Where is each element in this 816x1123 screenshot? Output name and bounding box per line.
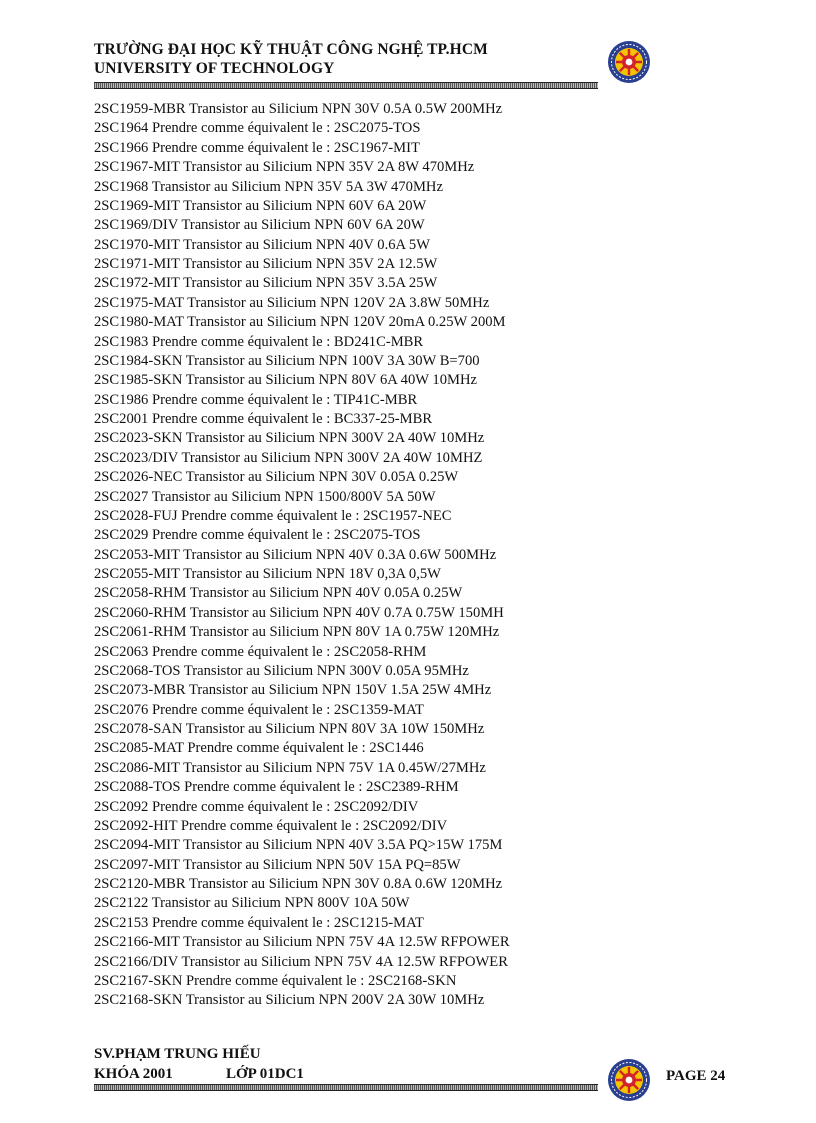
list-item: 2SC1972-MIT Transistor au Silicium NPN 35V 3.5A 25W: [94, 275, 438, 292]
list-item: 2SC2001 Prendre comme équivalent le : BC337-25-MBR: [94, 411, 433, 427]
list-item: 2SC2120-MBR Transistor au Silicium NPN 30V 0.8A 0.6W 120MHz: [94, 876, 503, 892]
list-item: 2SC1986 Prendre comme équivalent le : TIP41C-MBR: [94, 391, 418, 408]
list-item: 2SC1964 Prendre comme équivalent le : 2SC2075-TOS: [94, 120, 421, 137]
list-item: 2SC1969/DIV Transistor au Silicium NPN 60V 6A 20W: [94, 217, 425, 234]
list-item: 2SC2026-NEC Transistor au Silicium NPN 30V 0.05A 0.25W: [94, 469, 459, 486]
list-item: 2SC2097-MIT Transistor au Silicium NPN 50V 15A PQ=85W: [94, 856, 461, 873]
university-name-en: UNIVERSITY OF TECHNOLOGY: [94, 60, 335, 77]
university-seal-icon: [607, 40, 651, 84]
list-item: 2SC2023-SKN Transistor au Silicium NPN 300V 2A 40W 10MHz: [94, 430, 485, 447]
list-item: 2SC1984-SKN Transistor au Silicium NPN 100V 3A 30W B=700: [94, 352, 480, 369]
university-seal-icon: [607, 1058, 651, 1102]
list-item: 2SC2086-MIT Transistor au Silicium NPN 75V 1A 0.45W/27MHz: [94, 759, 486, 776]
list-item: 2SC1971-MIT Transistor au Silicium NPN 35V 2A 12.5W: [94, 256, 438, 272]
list-item: 2SC2060-RHM Transistor au Silicium NPN 40V 0.7A 0.75W 150MH: [94, 604, 504, 621]
footer-divider: [94, 1084, 598, 1091]
list-item: 2SC1983 Prendre comme équivalent le : BD241C-MBR: [94, 333, 424, 350]
list-item: 2SC2058-RHM Transistor au Silicium NPN 40V 0.05A 0.25W: [94, 585, 463, 602]
list-item: 2SC1966 Prendre comme équivalent le : 2SC1967-MIT: [94, 139, 420, 156]
list-item: 2SC1975-MAT Transistor au Silicium NPN 120V 2A 3.8W 50MHz: [94, 294, 490, 311]
list-item: 2SC2029 Prendre comme équivalent le : 2SC2075-TOS: [94, 527, 421, 544]
list-item: 2SC2088-TOS Prendre comme équivalent le : 2SC2389-RHM: [94, 779, 459, 796]
list-item: 2SC2028-FUJ Prendre comme équivalent le : 2SC1957-NEC: [94, 507, 452, 524]
list-item: 2SC1959-MBR Transistor au Silicium NPN 30V 0.5A 0.5W 200MHz: [94, 101, 503, 117]
list-item: 2SC1980-MAT Transistor au Silicium NPN 120V 20mA 0.25W 200M: [94, 314, 506, 331]
course-year: KHÓA 2001: [94, 1066, 173, 1082]
list-item: 2SC2055-MIT Transistor au Silicium NPN 18V 0,3A 0,5W: [94, 566, 441, 582]
list-item: 2SC2153 Prendre comme équivalent le : 2SC1215-MAT: [94, 914, 424, 931]
list-item: 2SC2061-RHM Transistor au Silicium NPN 80V 1A 0.75W 120MHz: [94, 624, 500, 641]
list-item: 2SC2063 Prendre comme équivalent le : 2SC2058-RHM: [94, 643, 427, 660]
list-item: 2SC2168-SKN Transistor au Silicium NPN 200V 2A 30W 10MHz: [94, 992, 485, 1009]
list-item: 2SC2078-SAN Transistor au Silicium NPN 80V 3A 10W 150MHz: [94, 721, 485, 737]
header-divider: [94, 82, 598, 89]
list-item: 2SC2094-MIT Transistor au Silicium NPN 40V 3.5A PQ>15W 175M: [94, 837, 503, 854]
list-item: 2SC2092-HIT Prendre comme équivalent le : 2SC2092/DIV: [94, 817, 448, 834]
list-item: 2SC2085-MAT Prendre comme équivalent le : 2SC1446: [94, 740, 424, 757]
list-item: 2SC2092 Prendre comme équivalent le : 2SC2092/DIV: [94, 798, 419, 815]
list-item: 2SC1970-MIT Transistor au Silicium NPN 40V 0.6A 5W: [94, 236, 430, 253]
list-item: 2SC2166/DIV Transistor au Silicium NPN 75V 4A 12.5W RFPOWER: [94, 953, 508, 970]
list-item: 2SC2073-MBR Transistor au Silicium NPN 150V 1.5A 25W 4MHz: [94, 682, 492, 699]
list-item: 2SC1968 Transistor au Silicium NPN 35V 5A 3W 470MHz: [94, 178, 443, 195]
header-title: [94, 40, 488, 78]
student-name: SV.PHẠM TRUNG HIẾU: [94, 1046, 261, 1062]
class-code: LỚP 01DC1: [226, 1066, 304, 1082]
list-item: 2SC2053-MIT Transistor au Silicium NPN 40V 0.3A 0.6W 500MHz: [94, 546, 497, 563]
list-item: 2SC2027 Transistor au Silicium NPN 1500/800V 5A 50W: [94, 488, 436, 505]
list-item: 2SC2068-TOS Transistor au Silicium NPN 300V 0.05A 95MHz: [94, 662, 469, 679]
list-item: 2SC2023/DIV Transistor au Silicium NPN 300V 2A 40W 10MHZ: [94, 449, 483, 466]
list-item: 2SC2166-MIT Transistor au Silicium NPN 75V 4A 12.5W RFPOWER: [94, 934, 510, 951]
transistor-list: [94, 100, 510, 1011]
list-item: 2SC2122 Transistor au Silicium NPN 800V 10A 50W: [94, 895, 410, 912]
list-item: 2SC2076 Prendre comme équivalent le : 2SC1359-MAT: [94, 701, 424, 718]
list-item: 2SC1985-SKN Transistor au Silicium NPN 80V 6A 40W 10MHz: [94, 372, 477, 389]
list-item: 2SC2167-SKN Prendre comme équivalent le : 2SC2168-SKN: [94, 972, 457, 989]
list-item: 2SC1969-MIT Transistor au Silicium NPN 60V 6A 20W: [94, 197, 427, 214]
page-number: PAGE 24: [666, 1068, 726, 1084]
university-name-vi: TRƯỜNG ĐẠI HỌC KỸ THUẬT CÔNG NGHỆ TP.HCM: [94, 41, 488, 58]
list-item: 2SC1967-MIT Transistor au Silicium NPN 35V 2A 8W 470MHz: [94, 159, 475, 176]
